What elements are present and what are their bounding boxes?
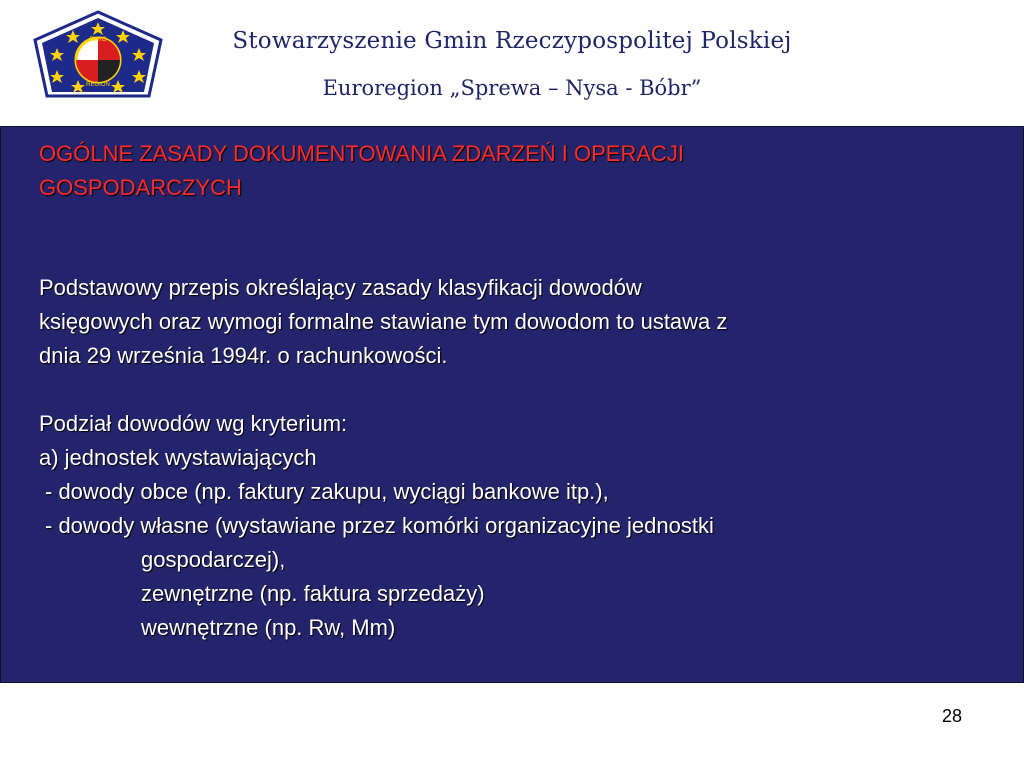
sub-item: wewnętrzne (np. Rw, Mm) — [141, 615, 396, 640]
list-item: - dowody obce (np. faktury zakupu, wyciągi bankowe itp.), — [45, 479, 609, 504]
paragraph-legal-basis — [39, 271, 989, 373]
list-item: - dowody własne (wystawiane przez komórki organizacyjne jednostki — [45, 513, 714, 538]
slide-title-line: GOSPODARCZYCH — [39, 175, 242, 200]
text-line: Podział dowodów wg kryterium: — [39, 411, 348, 436]
text-line: dnia 29 września 1994r. o rachunkowości. — [39, 343, 448, 368]
svg-text:EURO: EURO — [89, 37, 107, 43]
list-item-continuation: gospodarczej), — [141, 547, 286, 572]
text-line: a) jednostek wystawiających — [39, 445, 317, 470]
slide-title-line: OGÓLNE ZASADY DOKUMENTOWANIA ZDARZEŃ I OPERACJI — [39, 141, 685, 166]
euroregion-name: Euroregion „Sprewa – Nysa - Bóbr” — [322, 76, 702, 100]
text-line: Podstawowy przepis określający zasady klasyfikacji dowodów — [39, 275, 642, 300]
sub-item: zewnętrzne (np. faktura sprzedaży) — [141, 581, 485, 606]
page-number: 28 — [941, 706, 962, 726]
slide-header — [0, 0, 1024, 126]
text-line: księgowych oraz wymogi formalne stawiane tym dowodom to ustawa z — [39, 309, 728, 334]
slide-title — [39, 137, 939, 205]
paragraph-classification — [39, 407, 989, 645]
organization-name: Stowarzyszenie Gmin Rzeczypospolitej Polskiej — [232, 28, 792, 54]
svg-text:REGION: REGION — [86, 82, 110, 88]
